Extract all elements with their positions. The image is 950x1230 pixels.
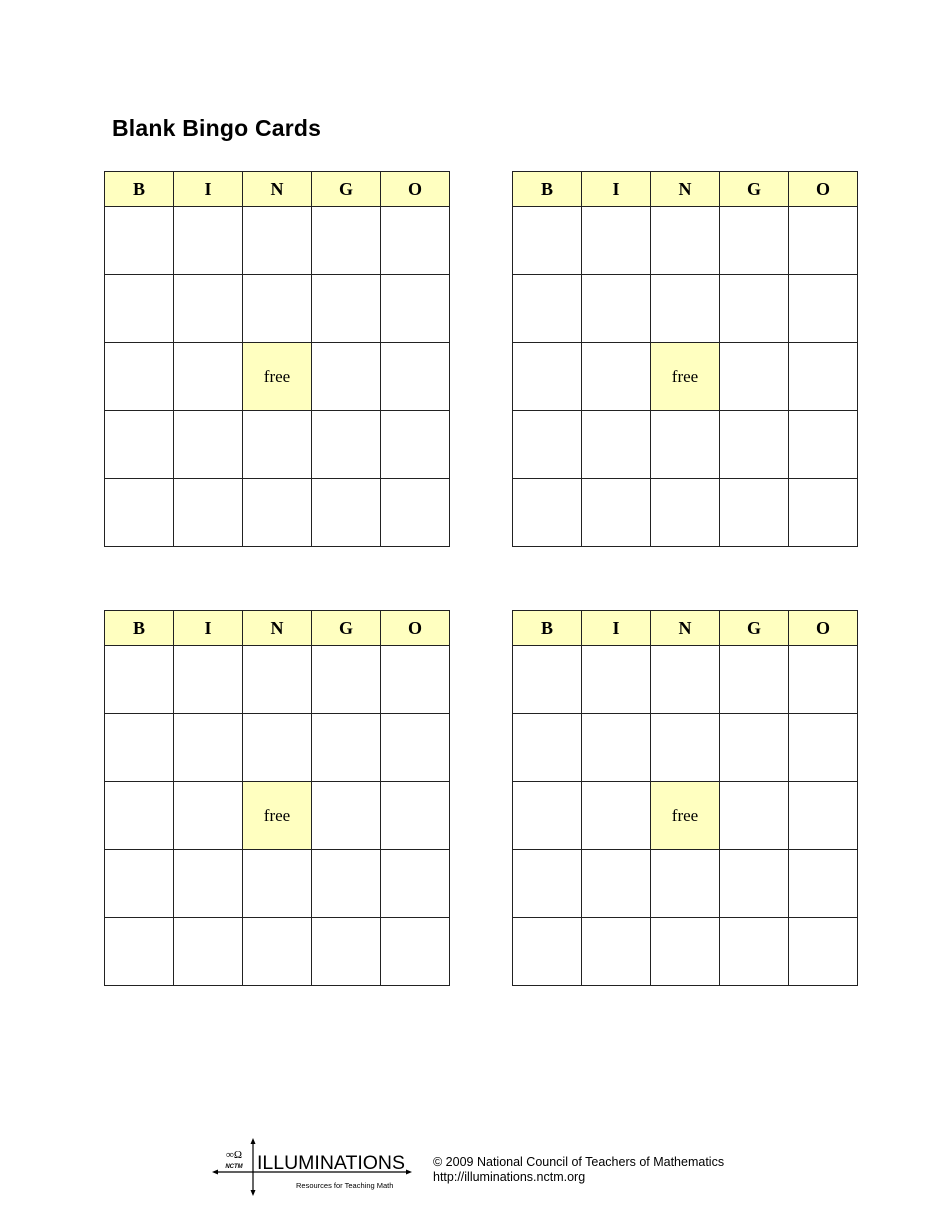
logo-tagline: Resources for Teaching Math bbox=[296, 1181, 394, 1190]
bingo-cell bbox=[243, 411, 312, 479]
bingo-cell bbox=[582, 343, 651, 411]
bingo-cell bbox=[381, 275, 450, 343]
bingo-cell bbox=[651, 275, 720, 343]
bingo-cell bbox=[243, 479, 312, 547]
bingo-cell bbox=[381, 918, 450, 986]
bingo-cell bbox=[789, 918, 858, 986]
logo-arrow-left-icon bbox=[212, 1170, 218, 1175]
bingo-cell bbox=[105, 207, 174, 275]
bingo-row bbox=[105, 411, 450, 479]
bingo-row bbox=[513, 918, 858, 986]
bingo-cell bbox=[651, 207, 720, 275]
column-header: O bbox=[789, 172, 858, 207]
footer-url[interactable]: http://illuminations.nctm.org bbox=[433, 1170, 586, 1184]
bingo-cell bbox=[312, 343, 381, 411]
header-row bbox=[513, 611, 858, 646]
column-header: B bbox=[105, 172, 174, 207]
bingo-cell bbox=[243, 646, 312, 714]
column-header: I bbox=[582, 611, 651, 646]
bingo-cell bbox=[582, 275, 651, 343]
bingo-cell bbox=[312, 918, 381, 986]
bingo-cell bbox=[312, 479, 381, 547]
bingo-cell bbox=[174, 646, 243, 714]
free-space: free bbox=[651, 782, 720, 850]
column-header: G bbox=[312, 172, 381, 207]
bingo-cell bbox=[105, 782, 174, 850]
column-header: O bbox=[789, 611, 858, 646]
bingo-cell bbox=[582, 850, 651, 918]
bingo-row bbox=[513, 782, 858, 850]
illuminations-logo bbox=[212, 1138, 412, 1196]
bingo-cell bbox=[513, 918, 582, 986]
bingo-cell bbox=[312, 275, 381, 343]
column-header: B bbox=[513, 172, 582, 207]
bingo-card bbox=[512, 610, 858, 986]
logo-arrow-right-icon bbox=[406, 1170, 412, 1175]
bingo-row bbox=[105, 850, 450, 918]
logo-org: NCTM bbox=[225, 1164, 243, 1170]
bingo-cell bbox=[381, 411, 450, 479]
bingo-cell bbox=[582, 479, 651, 547]
bingo-cell bbox=[651, 714, 720, 782]
bingo-cell bbox=[720, 850, 789, 918]
bingo-cell bbox=[651, 918, 720, 986]
column-header: N bbox=[651, 611, 720, 646]
page-title: Blank Bingo Cards bbox=[112, 115, 322, 141]
bingo-cell bbox=[312, 714, 381, 782]
bingo-cell bbox=[582, 714, 651, 782]
logo-arrow-down-icon bbox=[251, 1190, 256, 1196]
bingo-row bbox=[105, 646, 450, 714]
bingo-cell bbox=[381, 646, 450, 714]
bingo-row bbox=[513, 411, 858, 479]
header-row bbox=[513, 172, 858, 207]
bingo-cell bbox=[312, 411, 381, 479]
bingo-cell bbox=[720, 782, 789, 850]
bingo-cell bbox=[789, 646, 858, 714]
header-row bbox=[105, 172, 450, 207]
bingo-cell bbox=[105, 479, 174, 547]
bingo-cell bbox=[243, 207, 312, 275]
bingo-row bbox=[105, 479, 450, 547]
bingo-cell bbox=[720, 646, 789, 714]
bingo-cell bbox=[243, 714, 312, 782]
bingo-cell bbox=[312, 850, 381, 918]
logo-arrow-up-icon bbox=[251, 1138, 256, 1144]
bingo-cell bbox=[174, 275, 243, 343]
bingo-cell bbox=[513, 850, 582, 918]
bingo-row bbox=[513, 275, 858, 343]
bingo-cell bbox=[720, 411, 789, 479]
bingo-row bbox=[513, 479, 858, 547]
bingo-cell bbox=[513, 411, 582, 479]
bingo-cell bbox=[312, 207, 381, 275]
bingo-row bbox=[513, 850, 858, 918]
bingo-cell bbox=[312, 646, 381, 714]
column-header: N bbox=[243, 172, 312, 207]
bingo-cell bbox=[789, 275, 858, 343]
bingo-cell bbox=[174, 714, 243, 782]
bingo-cell bbox=[789, 343, 858, 411]
bingo-cell bbox=[789, 714, 858, 782]
bingo-row bbox=[105, 714, 450, 782]
bingo-cell bbox=[720, 479, 789, 547]
logo-mark: ∞Ω bbox=[225, 1149, 243, 1161]
bingo-cell bbox=[513, 714, 582, 782]
bingo-cell bbox=[789, 782, 858, 850]
column-header: G bbox=[312, 611, 381, 646]
bingo-cell bbox=[513, 646, 582, 714]
bingo-cell bbox=[174, 207, 243, 275]
bingo-cell bbox=[582, 782, 651, 850]
bingo-cell bbox=[174, 782, 243, 850]
column-header: O bbox=[381, 611, 450, 646]
bingo-cell bbox=[174, 479, 243, 547]
bingo-row bbox=[513, 714, 858, 782]
bingo-cell bbox=[174, 411, 243, 479]
bingo-cell bbox=[381, 343, 450, 411]
column-header: O bbox=[381, 172, 450, 207]
bingo-cell bbox=[582, 918, 651, 986]
header-row bbox=[105, 611, 450, 646]
bingo-cell bbox=[651, 479, 720, 547]
bingo-cell bbox=[513, 343, 582, 411]
bingo-cell bbox=[174, 850, 243, 918]
logo-wordmark: ILLUMINATIONS bbox=[257, 1153, 405, 1174]
bingo-cell bbox=[105, 275, 174, 343]
column-header: N bbox=[651, 172, 720, 207]
bingo-card bbox=[104, 610, 450, 986]
bingo-row bbox=[513, 207, 858, 275]
bingo-cell bbox=[174, 343, 243, 411]
bingo-cell bbox=[789, 850, 858, 918]
bingo-cell bbox=[105, 714, 174, 782]
bingo-row bbox=[513, 646, 858, 714]
bingo-cell bbox=[381, 850, 450, 918]
bingo-row bbox=[105, 343, 450, 411]
bingo-cell bbox=[582, 207, 651, 275]
bingo-row bbox=[105, 275, 450, 343]
column-header: B bbox=[513, 611, 582, 646]
bingo-cell bbox=[651, 850, 720, 918]
free-space: free bbox=[243, 343, 312, 411]
bingo-cell bbox=[651, 646, 720, 714]
bingo-card bbox=[512, 171, 858, 547]
bingo-cell bbox=[174, 918, 243, 986]
bingo-cell bbox=[720, 207, 789, 275]
bingo-cell bbox=[381, 782, 450, 850]
column-header: G bbox=[720, 172, 789, 207]
bingo-cell bbox=[789, 411, 858, 479]
bingo-cell bbox=[312, 782, 381, 850]
bingo-cell bbox=[513, 207, 582, 275]
bingo-cell bbox=[720, 275, 789, 343]
bingo-cell bbox=[720, 343, 789, 411]
bingo-card bbox=[104, 171, 450, 547]
bingo-cell bbox=[381, 714, 450, 782]
bingo-cell bbox=[582, 411, 651, 479]
bingo-cell bbox=[105, 918, 174, 986]
column-header: I bbox=[582, 172, 651, 207]
column-header: I bbox=[174, 172, 243, 207]
bingo-cell bbox=[243, 275, 312, 343]
bingo-cell bbox=[720, 918, 789, 986]
bingo-cell bbox=[720, 714, 789, 782]
column-header: N bbox=[243, 611, 312, 646]
free-space: free bbox=[651, 343, 720, 411]
bingo-cell bbox=[513, 782, 582, 850]
bingo-cell bbox=[789, 207, 858, 275]
bingo-cell bbox=[243, 918, 312, 986]
copyright-notice: © 2009 National Council of Teachers of Mathematics bbox=[433, 1155, 725, 1169]
column-header: I bbox=[174, 611, 243, 646]
bingo-cell bbox=[381, 479, 450, 547]
bingo-cell bbox=[105, 850, 174, 918]
bingo-cell bbox=[651, 411, 720, 479]
bingo-row bbox=[105, 207, 450, 275]
bingo-cell bbox=[243, 850, 312, 918]
bingo-cell bbox=[789, 479, 858, 547]
column-header: G bbox=[720, 611, 789, 646]
bingo-cell bbox=[381, 207, 450, 275]
column-header: B bbox=[105, 611, 174, 646]
bingo-row bbox=[105, 782, 450, 850]
bingo-cell bbox=[582, 646, 651, 714]
bingo-row bbox=[513, 343, 858, 411]
bingo-row bbox=[105, 918, 450, 986]
bingo-cell bbox=[105, 411, 174, 479]
bingo-cell bbox=[105, 343, 174, 411]
bingo-cell bbox=[105, 646, 174, 714]
free-space: free bbox=[243, 782, 312, 850]
bingo-cell bbox=[513, 479, 582, 547]
bingo-cell bbox=[513, 275, 582, 343]
footer-credits bbox=[433, 1155, 724, 1185]
